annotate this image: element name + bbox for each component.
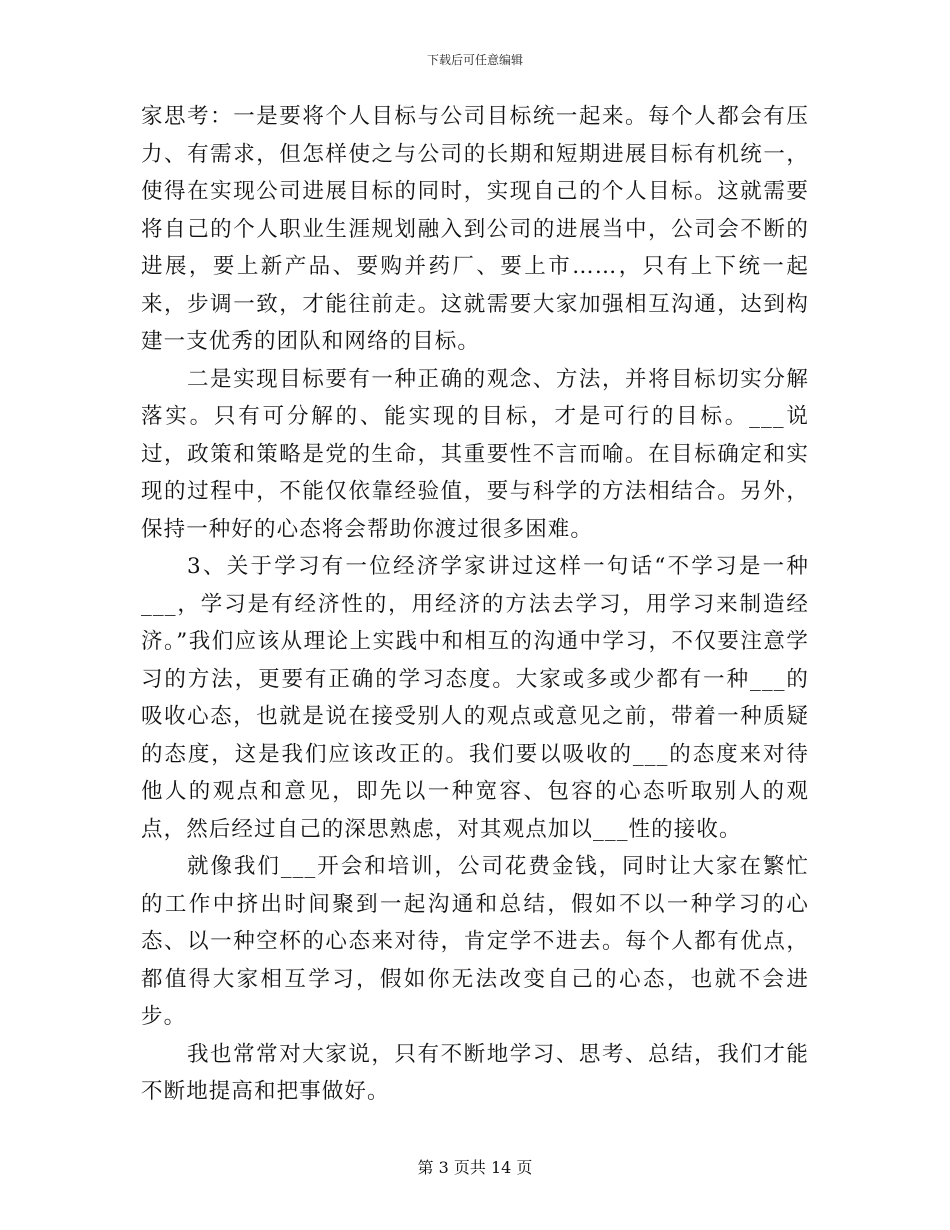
paragraph-training: 就像我们___开会和培训，公司花费金钱，同时让大家在繁忙的工作中挤出时间聚到一起沟通和总结，假如不以一种学习的心态、以一种空杯的心态来对待，肯定学不进去。每个人都有优点，都值得大家相互学习，假如你无法改变自己的心态，也就不会进步。 — [141, 854, 809, 1029]
paragraph-learning: 3、关于学习有一位经济学家讲过这样一句话“不学习是一种___，学习是有经济性的，用经济的方法去学习，用学习来制造经济。”我们应该从理论上实践中和相互的沟通中学习，不仅要注意学习的方法，更要有正确的学习态度。大家或多或少都有一种___的吸收心态，也就是说在接受别人的观点或意见之前，带着一种质疑的态度，这是我们应该改正的。我们要以吸收的___的态度来对待他人的观点和意见，即先以一种宽容、包容的心态听取别人的观点，然后经过自己的深思熟虑，对其观点加以___性的接收。 — [141, 554, 809, 842]
paragraph-conclusion: 我也常常对大家说，只有不断地学习、思考、总结，我们才能不断地提高和把事做好。 — [141, 1041, 809, 1104]
document-body — [141, 98, 809, 1111]
paragraph-continuation: 家思考：一是要将个人目标与公司目标统一起来。每个人都会有压力、有需求，但怎样使之与公司的长期和短期进展目标有机统一，使得在实现公司进展目标的同时，实现自己的个人目标。这就需要将自己的个人职业生涯规划融入到公司的进展当中，公司会不断的进展，要上新产品、要购并药厂、要上市……，只有上下统一起来，步调一致，才能往前走。这就需要大家加强相互沟通，达到构建一支优秀的团队和网络的目标。 — [141, 104, 809, 354]
paragraph-goals-method: 二是实现目标要有一种正确的观念、方法，并将目标切实分解落实。只有可分解的、能实现的目标，才是可行的目标。___说过，政策和策略是党的生命，其重要性不言而喻。在目标确定和实现的过程中，不能仅依靠经验值，要与科学的方法相结合。另外，保持一种好的心态将会帮助你渡过很多困难。 — [141, 366, 809, 542]
page-footer: 第 3 页共 14 页 — [417, 1158, 533, 1177]
page-header: 下载后可任意编辑 — [426, 53, 523, 67]
